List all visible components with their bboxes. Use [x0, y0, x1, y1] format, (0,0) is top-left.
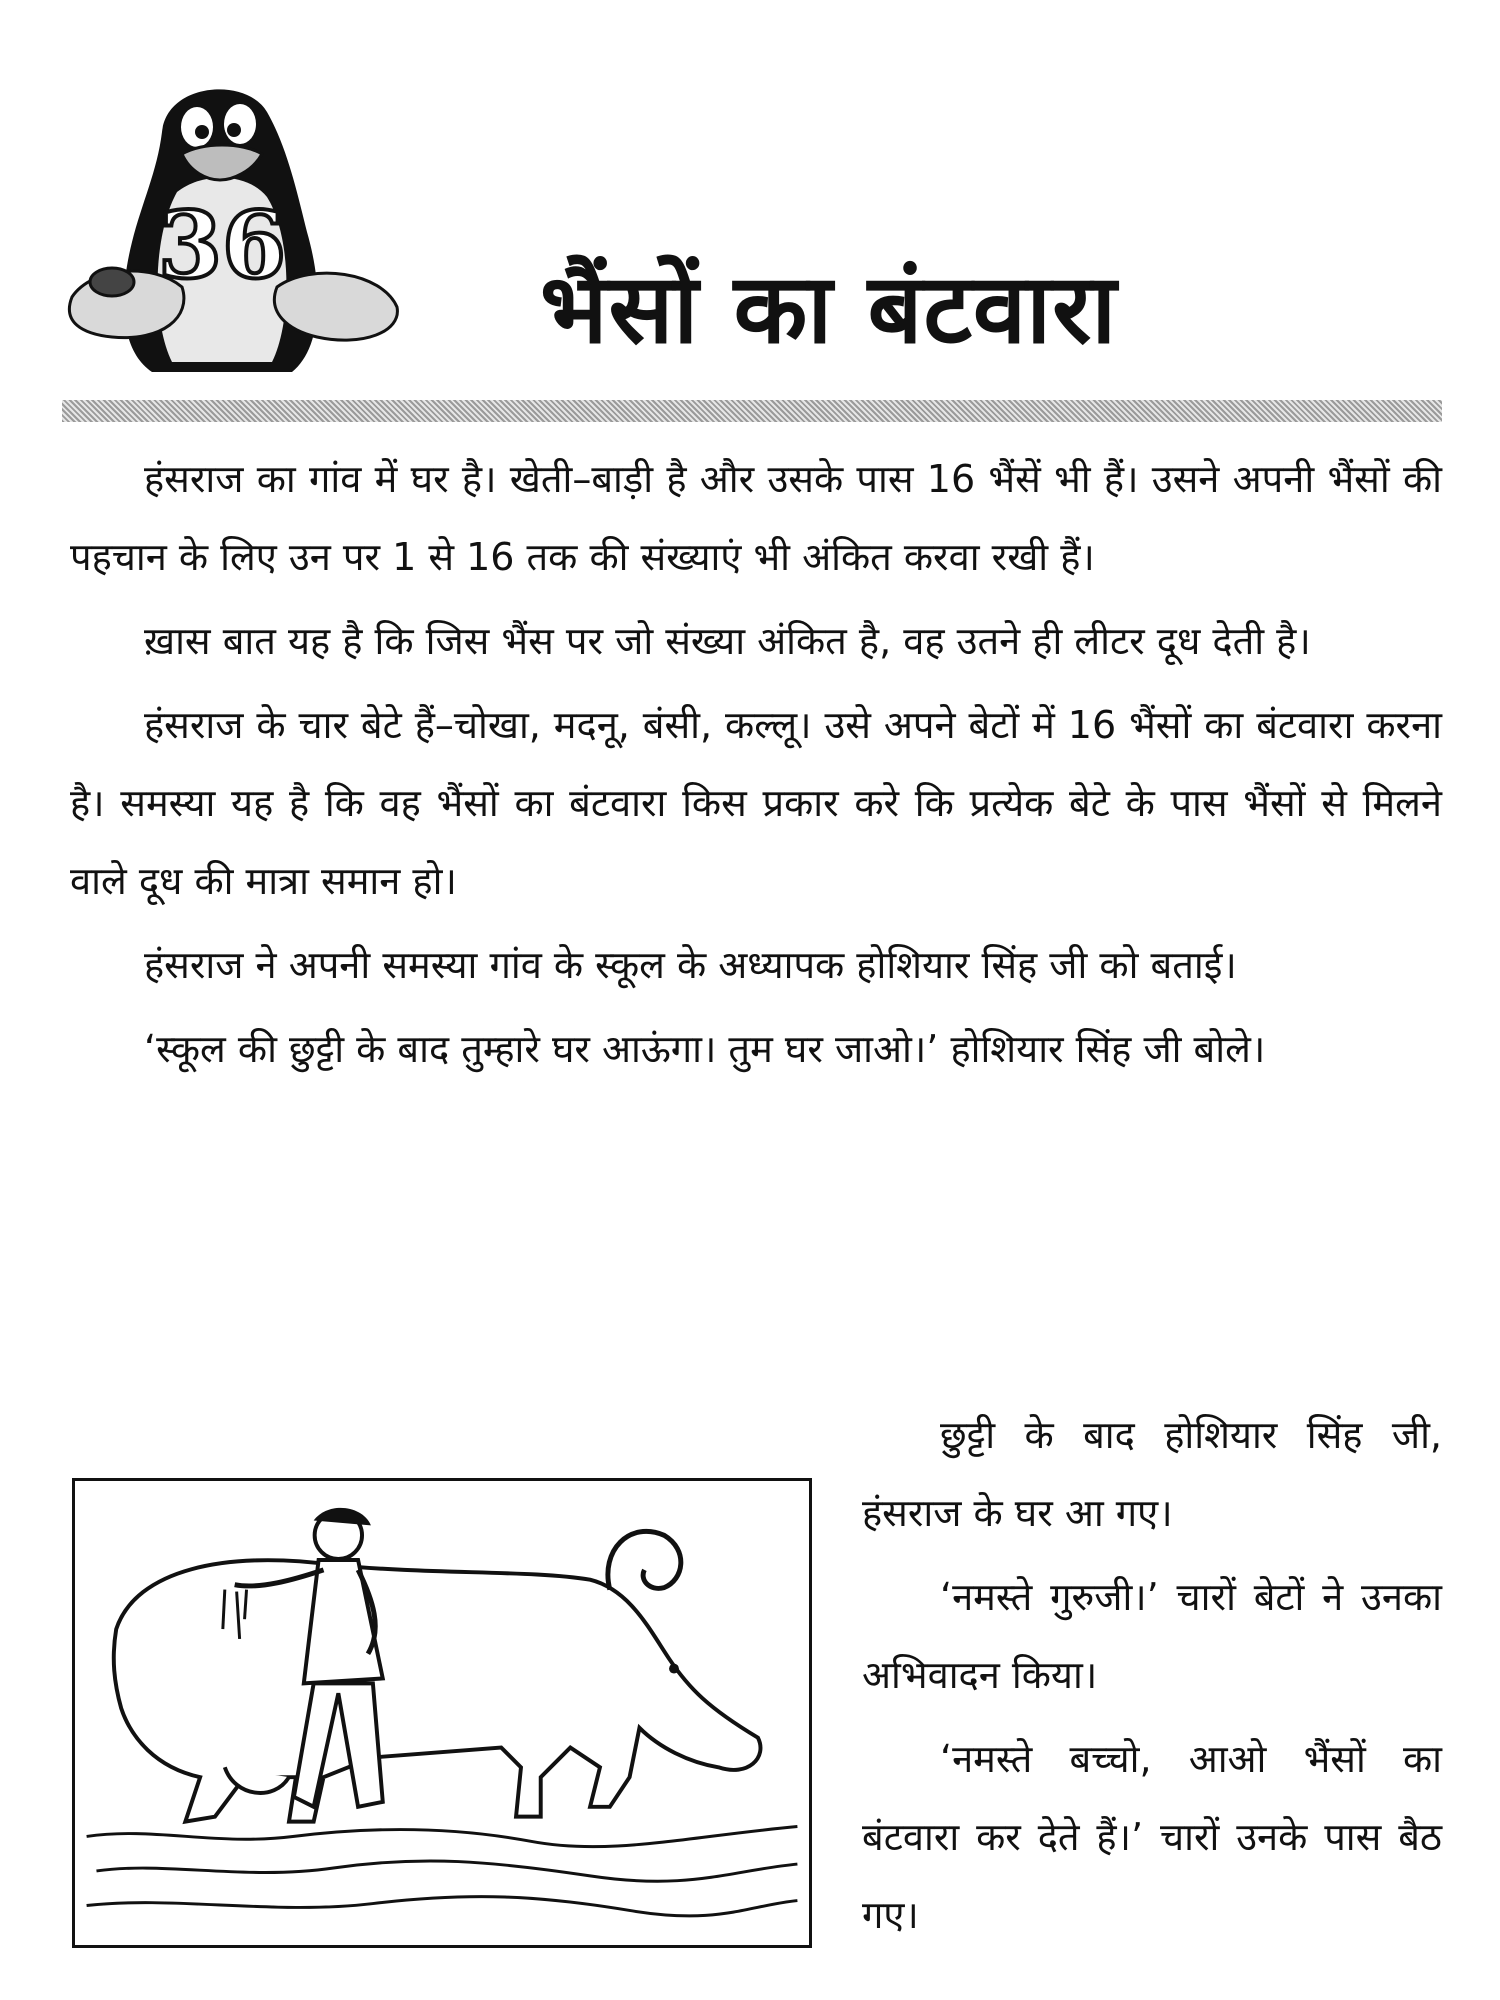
paragraph: हंसराज ने अपनी समस्या गांव के स्कूल के अध्यापक होशियार सिंह जी को बताई। — [144, 943, 1237, 987]
paragraph: ‘नमस्ते गुरुजी।’ चारों बेटों ने उनका अभिवादन किया। — [862, 1575, 1442, 1697]
story-body — [70, 440, 1442, 1094]
paragraph: हंसराज का गांव में घर है। खेती–बाड़ी है और उसके पास 16 भैंसें भी हैं। उसने अपनी भैंसों की पहचान के लिए उन पर 1 से 16 तक की संख्याएं भी अंकित करवा रखी हैं। — [70, 457, 1442, 579]
paragraph: छुट्टी के बाद होशियार सिंह जी, हंसराज के घर आ गए। — [862, 1413, 1442, 1535]
buffalo-and-boy-illustration — [72, 1478, 812, 1948]
chapter-number: 36 — [157, 191, 287, 299]
paragraph: ख़ास बात यह है कि जिस भैंस पर जो संख्या अंकित है, वह उतने ही लीटर दूध देती है। — [144, 619, 1311, 663]
paragraph: ‘नमस्ते बच्चो, आओ भैंसों का बंटवारा कर देते हैं।’ चारों उनके पास बैठ गए। — [862, 1737, 1442, 1937]
side-column — [862, 1396, 1442, 1960]
paragraph: ‘स्कूल की छुट्टी के बाद तुम्हारे घर आऊंगा। तुम घर जाओ।’ होशियार सिंह जी बोले। — [144, 1027, 1266, 1071]
penguin-icon — [62, 72, 407, 402]
paragraph: हंसराज के चार बेटे हैं–चोखा, मदनू, बंसी, कल्लू। उसे अपने बेटों में 16 भैंसों का बंटवारा करना है। समस्या यह है कि वह भैंसों का बंटवारा किस प्रकार करे कि प्रत्येक बेटे के पास भैंसों से मिलने वाले दूध की मात्रा समान हो। — [70, 703, 1442, 903]
page-title: भैंसों का बंटवारा — [540, 253, 1118, 365]
header-divider — [62, 400, 1442, 422]
